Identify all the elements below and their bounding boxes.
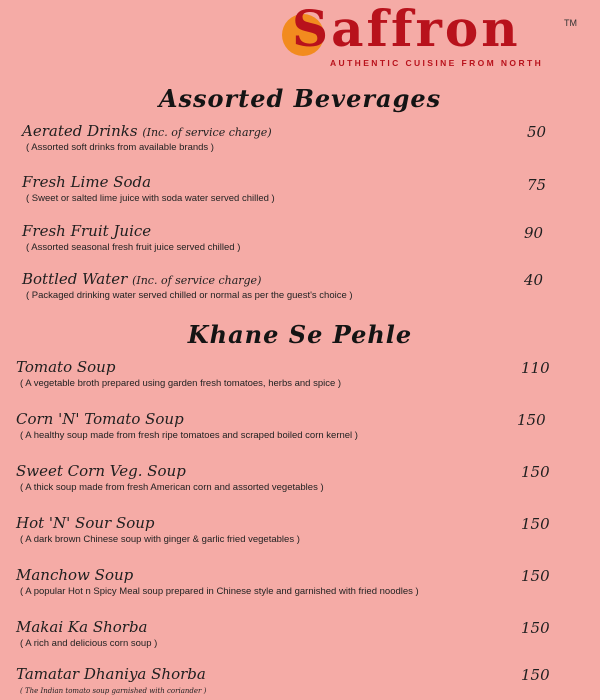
menu-item-price: 90 — [524, 224, 544, 242]
menu-item-description: ( A vegetable broth prepared using garden fresh tomatoes, herbs and spice ) — [20, 378, 342, 389]
menu-item-name: Sweet Corn Veg. Soup — [16, 462, 186, 480]
menu-item-name: Bottled Water — [22, 270, 128, 288]
menu-item-name-row — [22, 270, 261, 288]
menu-item-description: ( Assorted soft drinks from available brands ) — [26, 142, 214, 153]
menu-item-description: ( A rich and delicious corn soup ) — [20, 638, 158, 649]
menu-item-description: ( A thick soup made from fresh American corn and assorted vegetables ) — [20, 482, 324, 493]
menu-item-description: ( A healthy soup made from fresh ripe tomatoes and scraped boiled corn kernel ) — [20, 430, 358, 441]
menu-item-price: 110 — [521, 359, 550, 377]
menu-item-name: Aerated Drinks — [22, 122, 138, 140]
menu-item-name: Manchow Soup — [16, 566, 134, 584]
menu-item-description: ( The Indian tomato soup garnished with coriander ) — [20, 687, 207, 695]
menu-item-price: 150 — [521, 463, 550, 481]
trademark-mark: TM — [564, 18, 577, 28]
menu-item-name: Hot 'N' Sour Soup — [16, 514, 155, 532]
section-title-khane-se-pehle: Khane Se Pehle — [187, 320, 413, 349]
menu-item-description: ( Packaged drinking water served chilled or normal as per the guest's choice ) — [26, 290, 353, 301]
menu-item-name: Corn 'N' Tomato Soup — [16, 410, 184, 428]
brand-tagline: AUTHENTIC CUISINE FROM NORTH — [330, 58, 544, 68]
menu-item-name-row — [22, 122, 272, 140]
menu-item-price: 150 — [521, 515, 550, 533]
menu-item-price: 150 — [517, 411, 546, 429]
menu-item-price: 75 — [527, 176, 547, 194]
menu-item-note: (Inc. of service charge) — [142, 126, 272, 139]
menu-item-price: 150 — [521, 567, 550, 585]
menu-item-name: Tamatar Dhaniya Shorba — [16, 665, 206, 683]
brand-logo — [270, 0, 590, 80]
menu-item-name: Makai Ka Shorba — [16, 618, 148, 636]
menu-item-name: Fresh Fruit Juice — [22, 222, 152, 240]
menu-item-description: ( Assorted seasonal fresh fruit juice served chilled ) — [26, 242, 241, 253]
brand-name: Saffron — [292, 0, 521, 58]
menu-item-price: 150 — [521, 619, 550, 637]
menu-item-price: 50 — [527, 123, 547, 141]
menu-item-name: Tomato Soup — [16, 358, 116, 376]
menu-item-description: ( A popular Hot n Spicy Meal soup prepared in Chinese style and garnished with fried noodles ) — [20, 586, 419, 597]
menu-item-price: 150 — [521, 666, 550, 684]
menu-item-description: ( A dark brown Chinese soup with ginger & garlic fried vegetables ) — [20, 534, 300, 545]
menu-item-name: Fresh Lime Soda — [22, 173, 152, 191]
section-title-beverages: Assorted Beverages — [158, 84, 442, 113]
menu-item-price: 40 — [524, 271, 544, 289]
menu-item-note: (Inc. of service charge) — [132, 274, 262, 287]
menu-item-description: ( Sweet or salted lime juice with soda water served chilled ) — [26, 193, 275, 204]
